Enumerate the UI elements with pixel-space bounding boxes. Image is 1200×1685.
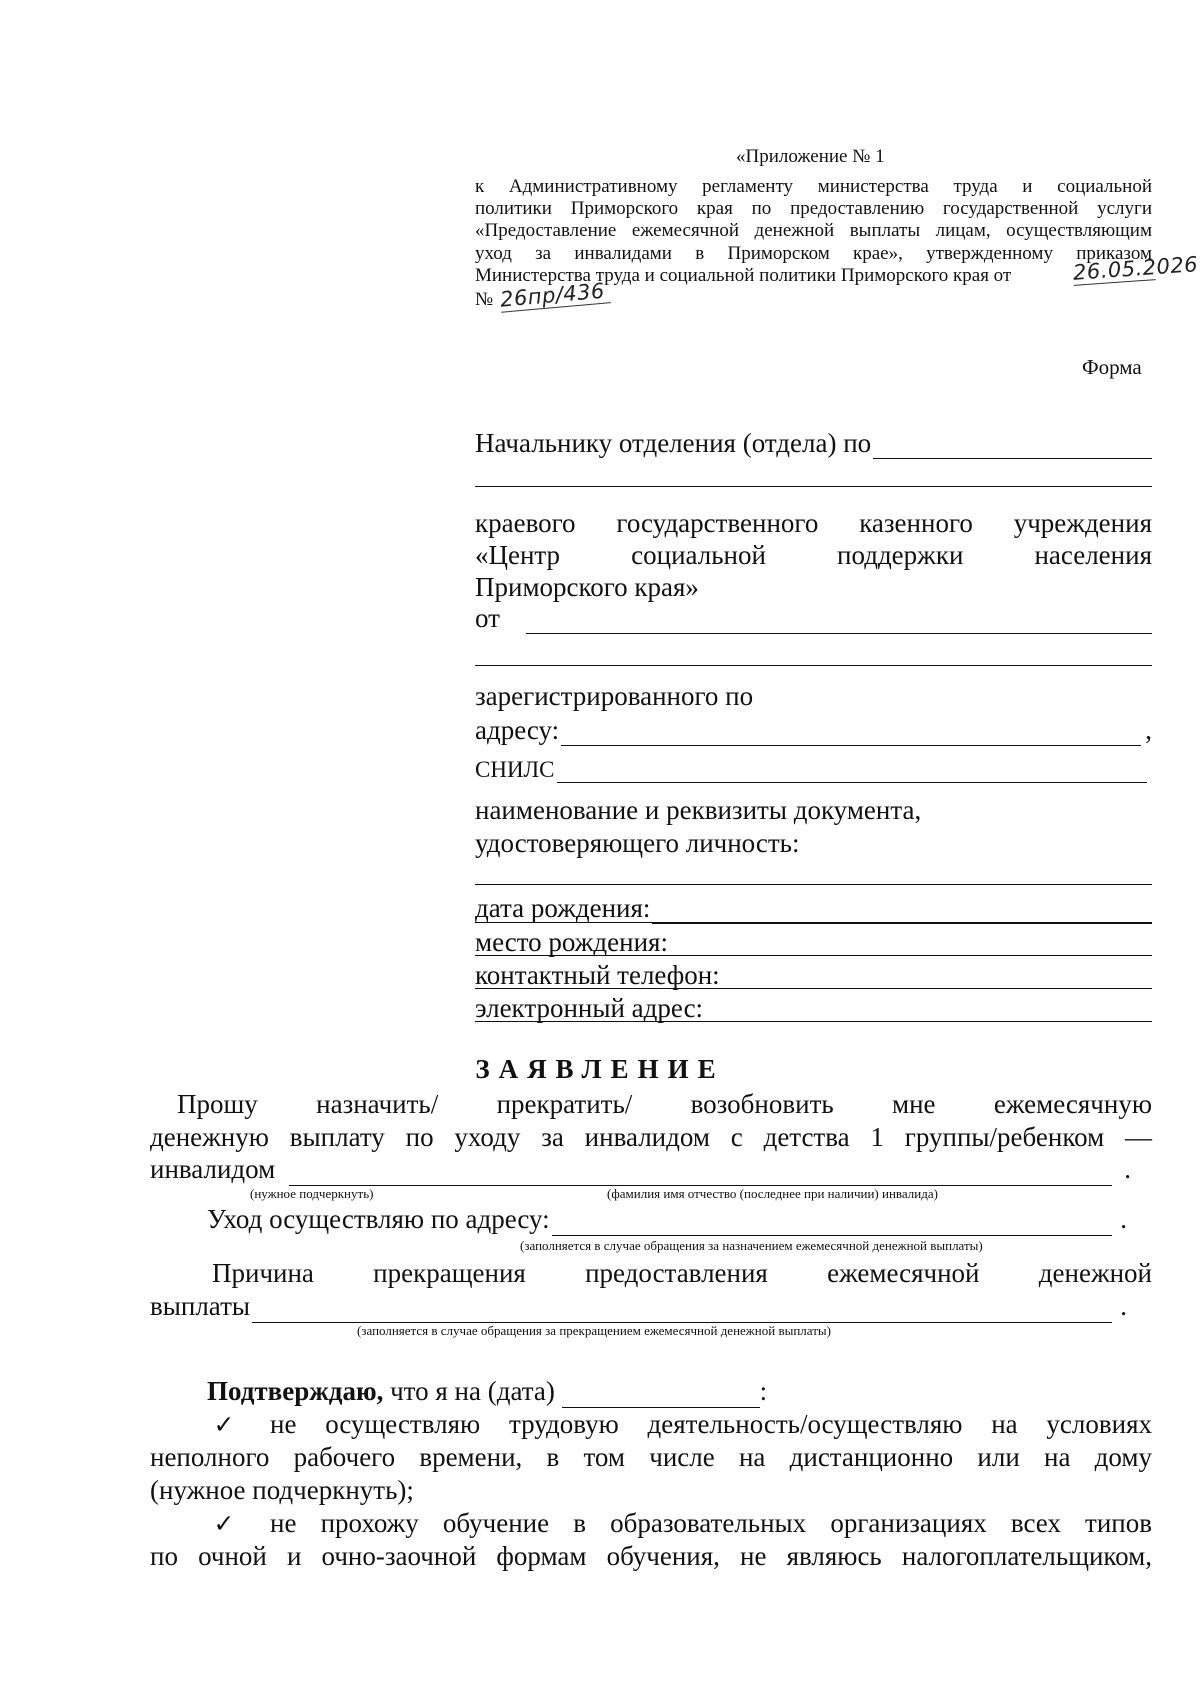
confirm-text: что я на (дата) bbox=[383, 1376, 562, 1406]
item-2-line-1: не прохожу обучение в образовательных организациях всех типов bbox=[270, 1508, 1152, 1538]
birth-place-label: место рождения: bbox=[475, 927, 668, 957]
id-document-label-2: удостоверяющего личность: bbox=[475, 828, 800, 858]
snils-field[interactable] bbox=[475, 756, 1147, 783]
request-line-2: денежную выплату по уходу за инвалидом с детства 1 группы/ребенком — bbox=[150, 1122, 1152, 1152]
disabled-person-field[interactable] bbox=[150, 1153, 1150, 1186]
confirm-colon: : bbox=[759, 1376, 768, 1406]
item-2-line-2: по очной и очно-заочной формам обучения, не являюсь налогоплательщиком, bbox=[150, 1541, 1152, 1571]
care-address-field[interactable] bbox=[207, 1203, 1127, 1236]
phone-label: контактный телефон: bbox=[475, 960, 720, 990]
confirm-bold: Подтверждаю, bbox=[207, 1376, 384, 1406]
address-comma: , bbox=[1145, 715, 1152, 745]
hint-underline-needed: (нужное подчеркнуть) bbox=[250, 1186, 374, 1201]
institution-line-2: «Центр социальной поддержки населения bbox=[475, 540, 1152, 570]
statement-title: ЗАЯВЛЕНИЕ bbox=[475, 1054, 725, 1084]
birth-date-label: дата рождения: bbox=[475, 893, 651, 923]
hint-full-name: (фамилия имя отчество (последнее при наличии) инвалида) bbox=[607, 1186, 938, 1201]
reason-label: выплаты bbox=[150, 1291, 251, 1321]
item-1-line-2: неполного рабочего времени, в том числе на дистанционно или на дому bbox=[150, 1442, 1152, 1472]
id-document-line[interactable] bbox=[475, 884, 1152, 885]
appendix-title: «Приложение № 1 bbox=[736, 146, 885, 167]
birth-date-field[interactable] bbox=[475, 893, 1152, 924]
confirm-item-1 bbox=[178, 1408, 1152, 1441]
registered-address-field[interactable] bbox=[475, 715, 1152, 746]
item-1-line-3: (нужное подчеркнуть); bbox=[150, 1475, 414, 1505]
header-line-3: «Предоставление ежемесячной денежной выплаты лицам, осуществляющим bbox=[475, 220, 1152, 241]
item-1-line-1: не осуществляю трудовую деятельность/осуществляю на условиях bbox=[270, 1409, 1152, 1439]
hint-termination: (заполняется в случае обращения за прекращением ежемесячной денежной выплаты) bbox=[357, 1323, 831, 1338]
handwritten-date: 26.05.2026 bbox=[1072, 252, 1199, 285]
institution-line-1: краевого государственного казенного учреждения bbox=[475, 508, 1152, 538]
confirm-date-field[interactable] bbox=[562, 1383, 760, 1408]
hint-assignment: (заполняется в случае обращения за назначением ежемесячной денежной выплаты) bbox=[520, 1238, 983, 1253]
address-label: адресу: bbox=[475, 715, 560, 745]
head-of-department-field[interactable] bbox=[475, 428, 1152, 459]
request-dot: . bbox=[1124, 1154, 1131, 1184]
id-document-label-1: наименование и реквизиты документа, bbox=[475, 795, 922, 825]
department-name-line[interactable] bbox=[475, 486, 1152, 487]
header-line-2: политики Приморского края по предоставлению государственной услуги bbox=[475, 198, 1152, 219]
header-line-1: к Административному регламенту министерства труда и социальной bbox=[475, 176, 1152, 197]
reason-dot: . bbox=[1120, 1291, 1127, 1321]
checkmark-icon: ✓ bbox=[213, 1509, 235, 1538]
email-label: электронный адрес: bbox=[475, 993, 704, 1023]
confirm-line bbox=[207, 1375, 767, 1408]
reason-line-1: Причина прекращения предоставления ежемесячной денежной bbox=[212, 1258, 1152, 1288]
termination-reason-field[interactable] bbox=[150, 1290, 1127, 1323]
request-line-1: Прошу назначить/ прекратить/ возобновить мне ежемесячную bbox=[177, 1089, 1152, 1119]
birth-place-line[interactable] bbox=[475, 955, 1152, 956]
head-of-department-label: Начальнику отделения (отдела) по bbox=[475, 428, 872, 458]
applicant-name-line[interactable] bbox=[475, 665, 1152, 666]
disabled-person-label: инвалидом bbox=[150, 1154, 276, 1184]
birth-date-underline bbox=[475, 922, 1152, 923]
applicant-from-field[interactable] bbox=[475, 603, 1152, 634]
phone-line[interactable] bbox=[475, 988, 1152, 989]
confirm-item-2 bbox=[178, 1507, 1152, 1540]
number-prefix: № bbox=[475, 289, 494, 310]
registered-label: зарегистрированного по bbox=[475, 681, 754, 711]
from-label: от bbox=[475, 603, 500, 633]
header-line-4: уход за инвалидами в Приморском крае», утвержденному приказом bbox=[475, 243, 1152, 264]
institution-line-3: Приморского края» bbox=[475, 572, 699, 602]
form-label: Форма bbox=[1082, 355, 1142, 379]
checkmark-icon: ✓ bbox=[213, 1410, 235, 1439]
care-address-dot: . bbox=[1120, 1204, 1127, 1234]
care-address-label: Уход осуществляю по адресу: bbox=[207, 1204, 550, 1234]
header-line-5: Министерства труда и социальной политики Приморского края от bbox=[475, 265, 1012, 286]
snils-label: СНИЛС bbox=[475, 757, 555, 782]
handwritten-number: 26пр/436 bbox=[499, 278, 611, 312]
email-line[interactable] bbox=[475, 1021, 1152, 1022]
